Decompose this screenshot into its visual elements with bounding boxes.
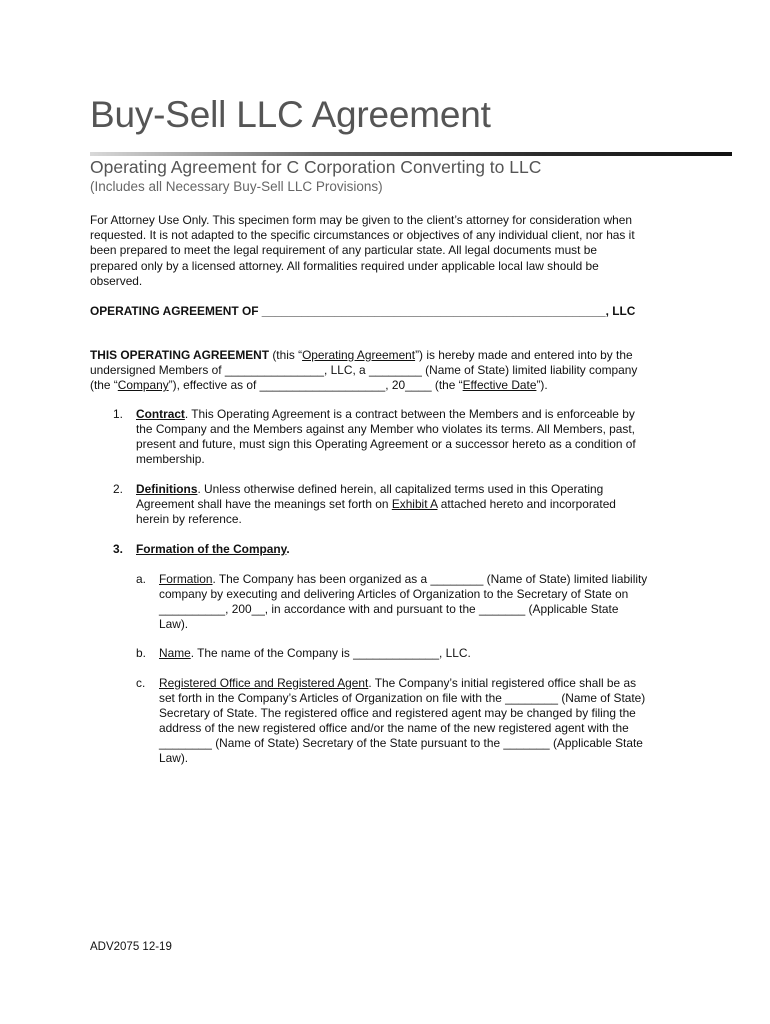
intro-text: (the “: [90, 378, 118, 392]
section-3a-title: Formation: [159, 572, 213, 586]
section-1-line: the Company and the Members against any Member who violates its terms. All Members, past,: [136, 422, 635, 436]
intro-lead: THIS OPERATING AGREEMENT: [90, 348, 270, 362]
section-2-number: 2.: [113, 482, 123, 496]
section-3a-letter: a.: [136, 572, 146, 586]
section-2-line: [136, 497, 616, 512]
disclaimer-line: prepared only by a licensed attorney. All formalities required under applicable local law should be: [90, 259, 599, 273]
section-1-title: Contract: [136, 407, 185, 421]
section-3-title-end: .: [286, 542, 290, 556]
section-3c-line: [159, 676, 636, 691]
section-2-line: herein by reference.: [136, 512, 242, 526]
document-subtitle: Operating Agreement for C Corporation Converting to LLC: [90, 157, 542, 177]
defined-term-operating-agreement: Operating Agreement: [302, 348, 416, 362]
intro-text: ”).: [536, 378, 548, 392]
section-3c-title: Registered Office and Registered Agent: [159, 676, 369, 690]
disclaimer-line: observed.: [90, 274, 143, 288]
disclaimer-line: requested. It is not adapted to the specific circumstances or objectives of any individual client, nor has it: [90, 228, 635, 242]
section-3c-line: Secretary of State. The registered office and registered agent may be changed by filing the: [159, 706, 636, 720]
section-3-title: Formation of the Company: [136, 542, 287, 556]
defined-term-effective-date: Effective Date: [462, 378, 537, 392]
intro-line-3: [90, 378, 548, 393]
section-3c-line: Law).: [159, 751, 189, 765]
disclaimer-line: For Attorney Use Only. This specimen form may be given to the client’s attorney for consideration when: [90, 213, 632, 227]
defined-term-company: Company: [117, 378, 169, 392]
section-2-text: . Unless otherwise defined herein, all capitalized terms used in this Operating: [197, 482, 604, 496]
intro-text: ”), effective as of ___________________, 20____ (the “: [168, 378, 463, 392]
section-3b-letter: b.: [136, 646, 146, 660]
exhibit-a-reference: Exhibit A: [391, 497, 438, 511]
section-3a-line: Law).: [159, 617, 189, 631]
form-number-footer: ADV2075 12-19: [90, 941, 172, 953]
intro-text: (this “: [269, 348, 303, 362]
section-3b-line: [159, 646, 471, 661]
section-3b-text: . The name of the Company is _____________, LLC.: [190, 646, 471, 660]
section-2-text: attached hereto and incorporated: [437, 497, 616, 511]
section-2-text: Agreement shall have the meanings set forth on: [136, 497, 392, 511]
section-1-line: membership.: [136, 452, 205, 466]
section-3c-line: ________ (Name of State) Secretary of the State pursuant to the _______ (Applicable State: [159, 736, 643, 750]
agreement-heading: OPERATING AGREEMENT OF ____________________________________________________, LLC: [90, 304, 636, 318]
section-1-number: 1.: [113, 407, 123, 421]
intro-line-1: [90, 348, 633, 363]
section-3-number: 3.: [113, 542, 123, 556]
disclaimer-line: been prepared to meet the legal requirement of any particular state. All legal documents must be: [90, 243, 597, 257]
section-3c-letter: c.: [136, 676, 146, 690]
section-3c-line: address of the new registered office and/or the name of the new registered agent with the: [159, 721, 629, 735]
section-1-text: . This Operating Agreement is a contract between the Members and is enforceable by: [184, 407, 635, 421]
section-2-title: Definitions: [136, 482, 198, 496]
section-3a-text: . The Company has been organized as a ________ (Name of State) limited liability: [212, 572, 648, 586]
section-3-heading: [136, 542, 290, 557]
document-subsubtitle: (Includes all Necessary Buy-Sell LLC Provisions): [90, 179, 383, 194]
document-title: Buy-Sell LLC Agreement: [90, 94, 491, 135]
intro-text: ”) is hereby made and entered into by the: [415, 348, 633, 362]
section-1-line: present and future, must sign this Operating Agreement or a successor hereto as a condition of: [136, 437, 636, 451]
section-3c-line: set forth in the Company’s Articles of Organization on file with the ________ (Name of State): [159, 691, 646, 705]
section-3a-line: __________, 200__, in accordance with and pursuant to the _______ (Applicable State: [159, 602, 619, 616]
intro-line-2: undersigned Members of _______________, LLC, a ________ (Name of State) limited liability company: [90, 363, 638, 377]
section-3c-text: . The Company’s initial registered office shall be as: [368, 676, 637, 690]
title-rule: [90, 152, 732, 156]
section-3a-line: company by executing and delivering Articles of Organization to the Secretary of State on: [159, 587, 629, 601]
section-2-line: [136, 482, 603, 497]
section-3b-title: Name: [159, 646, 191, 660]
section-3a-line: [159, 572, 647, 587]
section-1-line: [136, 407, 635, 422]
